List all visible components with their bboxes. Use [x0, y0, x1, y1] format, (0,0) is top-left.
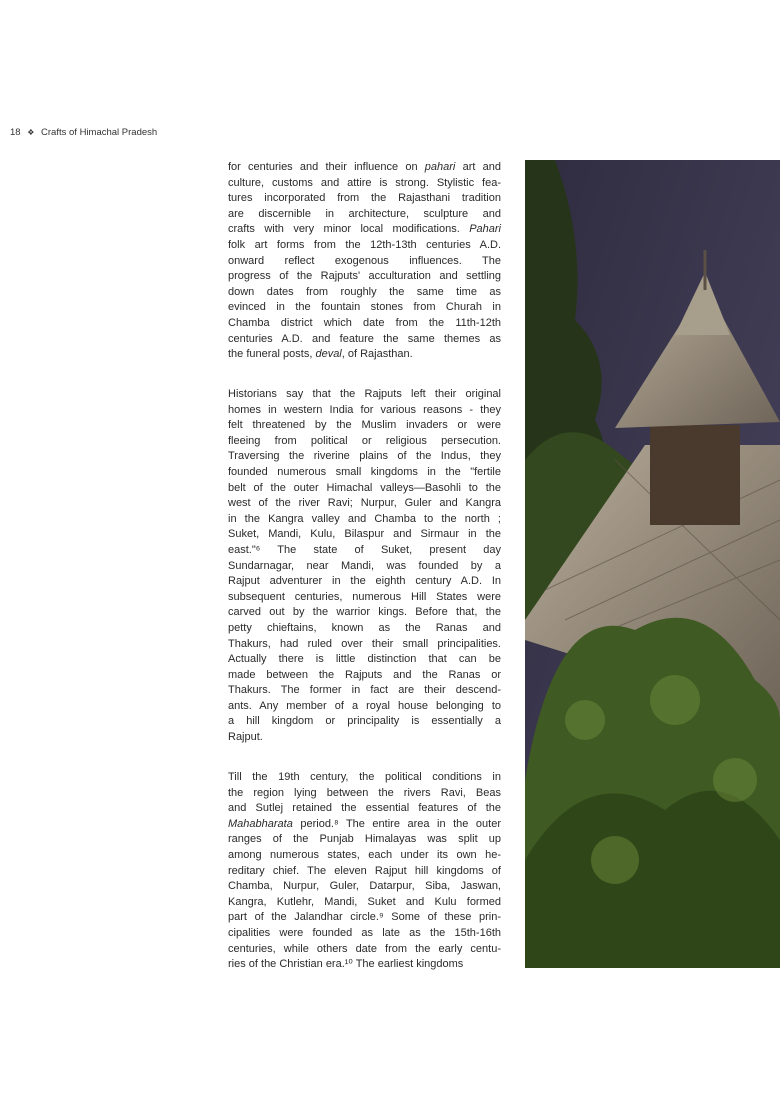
text-line	[228, 637, 501, 653]
tower	[650, 425, 740, 525]
text-line	[228, 910, 501, 926]
text-line	[228, 848, 501, 864]
text-segment: founded numerous small kingdoms in the "fertile	[228, 465, 501, 478]
temple-roof-photo	[525, 160, 780, 968]
text-line	[228, 403, 501, 419]
text-line	[228, 864, 501, 880]
text-segment: east."⁶ The state of Suket, present day	[228, 543, 501, 556]
ornament-icon: ❖	[27, 128, 35, 137]
text-segment: the region lying between the rivers Ravi, Beas	[228, 786, 501, 799]
text-line	[228, 605, 501, 621]
text-line	[228, 730, 501, 746]
text-line	[228, 434, 501, 450]
text-line	[228, 332, 501, 348]
text-line	[228, 879, 501, 895]
text-segment: cipalities were founded as late as the 15th-16th	[228, 926, 501, 939]
text-line	[228, 621, 501, 637]
text-line	[228, 942, 501, 958]
text-line	[228, 285, 501, 301]
text-segment: art and	[455, 161, 501, 173]
text-line	[228, 207, 501, 223]
text-line	[228, 770, 501, 786]
text-segment: belt of the outer Himachal valleys—Basohli to the	[228, 481, 501, 494]
text-line	[228, 160, 501, 176]
text-segment: ants. Any member of a royal house belonging to	[228, 699, 501, 712]
text-segment: felt threatened by the Muslim invaders or were	[228, 419, 501, 432]
text-segment: Chamba, Nurpur, Guler, Datarpur, Siba, Jaswan,	[228, 880, 501, 893]
text-segment: down dates from roughly the same time as	[228, 285, 501, 298]
text-segment: ries of the Christian era.¹⁰ The earliest kingdoms	[228, 958, 464, 971]
text-segment: homes in western India for various reasons - they	[228, 403, 501, 416]
text-line	[228, 222, 501, 238]
text-line	[228, 668, 501, 684]
running-head	[10, 127, 157, 138]
text-segment: petty chieftains, known as the Ranas and	[228, 621, 501, 634]
text-line	[228, 300, 501, 316]
text-segment: period.⁸ The entire area in the outer	[292, 817, 501, 830]
text-line	[228, 316, 501, 332]
text-segment: Kangra, Kutlehr, Mandi, Suket and Kulu formed	[228, 895, 501, 908]
text-line	[228, 683, 501, 699]
text-segment: the funeral posts,	[228, 348, 316, 361]
italic-term: deval	[315, 348, 342, 361]
text-segment: culture, customs and attire is strong. Stylistic fea-	[228, 176, 501, 189]
text-line	[228, 191, 501, 207]
text-line	[228, 496, 501, 512]
text-line	[228, 347, 501, 363]
text-line	[228, 957, 501, 973]
text-line	[228, 574, 501, 590]
text-line	[228, 512, 501, 528]
book-title: Crafts of Himachal Pradesh	[41, 127, 158, 138]
text-line	[228, 817, 501, 833]
text-line	[228, 543, 501, 559]
text-line	[228, 387, 501, 403]
text-segment: Thakurs. The former in fact are their descend-	[228, 684, 501, 697]
text-line	[228, 895, 501, 911]
text-line	[228, 254, 501, 270]
text-line	[228, 786, 501, 802]
text-line	[228, 801, 501, 817]
paragraph-3	[228, 770, 501, 973]
text-segment: reditary chief. The eleven Rajput hill kingdoms of	[228, 864, 501, 877]
text-line	[228, 418, 501, 434]
text-segment: Traversing the riverine plains of the Indus, they	[228, 450, 501, 463]
text-segment: part of the Jalandhar circle.⁹ Some of these prin-	[228, 911, 501, 924]
text-segment: crafts with very minor local modifications.	[228, 223, 470, 236]
text-line	[228, 465, 501, 481]
text-segment: a hill kingdom or principality is essentially a	[228, 715, 501, 728]
text-segment: subsequent centuries, numerous Hill States were	[228, 590, 501, 603]
text-line	[228, 176, 501, 192]
text-line	[228, 481, 501, 497]
text-segment: in the Kangra valley and Chamba to the north ;	[228, 512, 501, 525]
text-segment: Sundarnagar, near Mandi, was founded by a	[228, 559, 501, 572]
text-segment: and Sutlej retained the essential features of the	[228, 802, 501, 815]
page-number: 18	[10, 127, 21, 138]
text-segment: Historians say that the Rajputs left their original	[228, 388, 501, 400]
text-segment: among numerous states, each under its own he-	[228, 848, 501, 861]
text-segment: evinced in the fountain stones from Churah in	[228, 301, 501, 314]
italic-term: Mahabharata	[228, 817, 293, 830]
italic-term: pahari	[424, 161, 456, 173]
text-segment: Suket, Mandi, Kulu, Bilaspur and Sirmaur in the	[228, 528, 501, 541]
text-segment: Till the 19th century, the political conditions in	[228, 771, 501, 783]
text-segment: west of the river Ravi; Nurpur, Guler and Kangra	[228, 497, 501, 510]
text-segment: Actually there is little distinction that can be	[228, 653, 501, 666]
text-segment: tures incorporated from the Rajasthani tradition	[228, 192, 501, 205]
text-line	[228, 527, 501, 543]
text-line	[228, 238, 501, 254]
text-segment: fleeing from political or religious persecution.	[228, 434, 501, 447]
text-line	[228, 269, 501, 285]
text-line	[228, 699, 501, 715]
text-line	[228, 590, 501, 606]
text-segment: for centuries and their influence on	[228, 161, 425, 173]
text-line	[228, 714, 501, 730]
paragraph-1	[228, 160, 501, 363]
text-segment: onward reflect exogenous influences. The	[228, 254, 501, 267]
text-segment: Rajput adventurer in the eighth century A.D. In	[228, 575, 501, 588]
text-segment: , of Rajasthan.	[341, 348, 413, 361]
text-line	[228, 926, 501, 942]
text-segment: Rajput.	[228, 731, 263, 744]
text-segment: carved out by the warrior kings. Before that, the	[228, 606, 501, 619]
text-line	[228, 652, 501, 668]
text-line	[228, 559, 501, 575]
text-line	[228, 832, 501, 848]
text-segment: centuries A.D. and feature the same themes as	[228, 332, 501, 345]
text-segment: Thakurs, had ruled over their small principalities.	[228, 637, 501, 650]
text-segment: folk art forms from the 12th-13th centuries A.D.	[228, 238, 501, 251]
italic-term: Pahari	[469, 223, 501, 236]
text-segment: Chamba district which date from the 11th-12th	[228, 316, 501, 329]
text-segment: ranges of the Punjab Himalayas was split up	[228, 833, 501, 846]
text-segment: progress of the Rajputs' acculturation and settling	[228, 270, 501, 283]
text-segment: are discernible in architecture, sculpture and	[228, 207, 501, 220]
paragraph-2	[228, 387, 501, 746]
text-segment: made between the Rajputs and the Ranas or	[228, 668, 501, 681]
text-segment: centuries, while others date from the early centu-	[228, 942, 501, 955]
text-line	[228, 449, 501, 465]
